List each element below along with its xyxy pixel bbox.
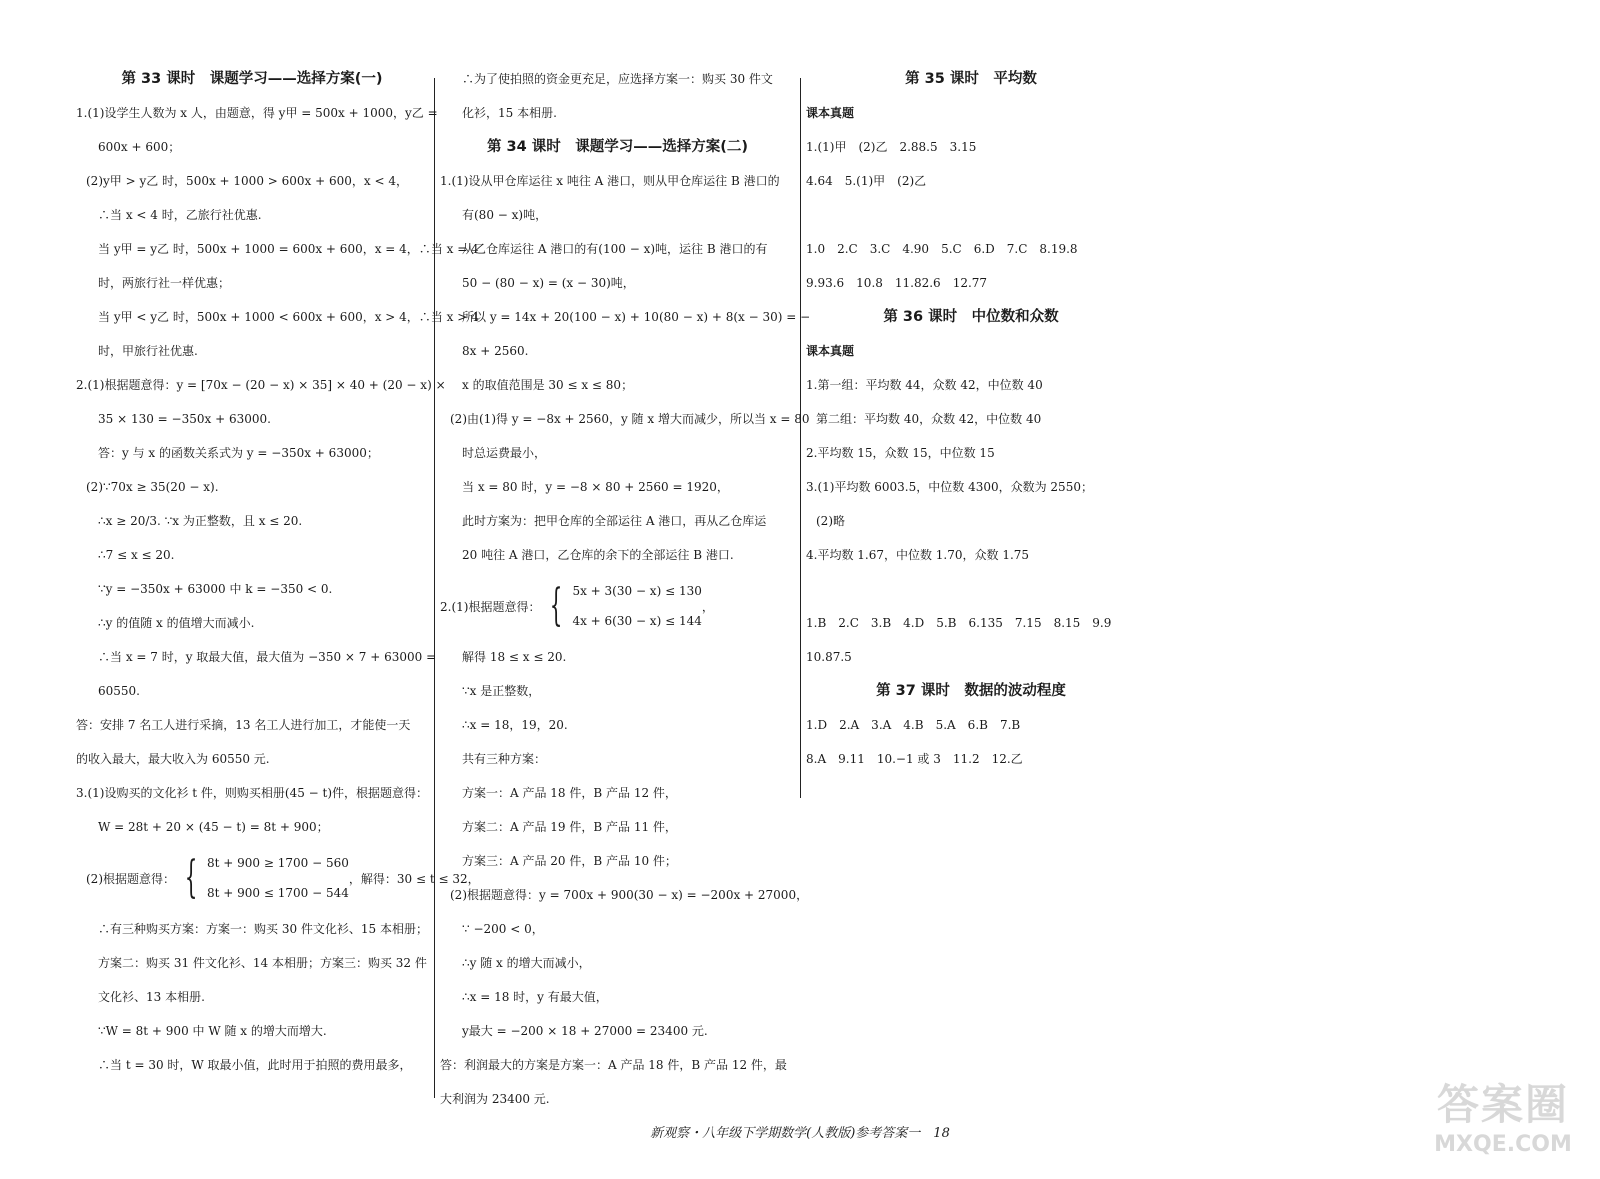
system-equation-2: 8t + 900 ≤ 1700 − 544 bbox=[207, 886, 349, 900]
answer-line: (2)根据题意得：y = 700x + 900(30 − x) = −200x + 27000， bbox=[450, 888, 809, 902]
answer-line: ∴有三种购买方案：方案一：购买 30 件文化衫、15 本相册； bbox=[98, 922, 428, 936]
system-suffix: ， bbox=[701, 599, 714, 614]
answer-line: 大利润为 23400 元. bbox=[440, 1092, 550, 1106]
lesson-36-subheading: 课本真题 bbox=[806, 344, 855, 358]
answer-line: ∴x ≥ 20/3. ∵x 为正整数，且 x ≤ 20. bbox=[98, 514, 303, 528]
answer-line: 方案三：A 产品 20 件，B 产品 10 件； bbox=[462, 854, 677, 868]
system-equation-2: 4x + 6(30 − x) ≤ 144 bbox=[572, 614, 702, 628]
answer-line: 此时方案为：把甲仓库的全部运往 A 港口，再从乙仓库运 bbox=[462, 514, 767, 528]
watermark-logo bbox=[1428, 1079, 1578, 1165]
answer-line: 方案二：A 产品 19 件，B 产品 11 件， bbox=[462, 820, 677, 834]
system-prefix: (2)根据题意得： bbox=[86, 871, 175, 886]
answer-line: 答：y 与 x 的函数关系式为 y = −350x + 63000； bbox=[98, 446, 379, 460]
left-brace-icon: { bbox=[550, 580, 563, 631]
answer-line: (2)∵70x ≥ 35(20 − x). bbox=[86, 480, 219, 494]
answer-line: 方案一：A 产品 18 件，B 产品 12 件， bbox=[462, 786, 677, 800]
answer-line: ∴当 x < 4 时，乙旅行社优惠. bbox=[98, 208, 262, 222]
lesson-35-heading: 第 35 课时 平均数 bbox=[905, 71, 1037, 87]
answer-line: 3.(1)平均数 6003.5，中位数 4300，众数为 2550； bbox=[806, 480, 1093, 494]
answer-line: 第二组：平均数 40，众数 42，中位数 40 bbox=[816, 412, 1042, 426]
answer-line: 当 x = 80 时，y = −8 × 80 + 2560 = 1920， bbox=[462, 480, 729, 494]
answer-line: 50 − (80 − x) = (x − 30)吨， bbox=[462, 276, 635, 290]
answer-line: 1.(1)设学生人数为 x 人，由题意，得 y甲 = 500x + 1000，y乙 = bbox=[76, 106, 438, 120]
answer-line: 1.D 2.A 3.A 4.B 5.A 6.B 7.B bbox=[806, 718, 1021, 732]
answer-line: 当 y甲 < y乙 时，500x + 1000 < 600x + 600，x > 4，∴当 x > 4 bbox=[98, 310, 479, 324]
system-equation-1: 5x + 3(30 − x) ≤ 130 bbox=[572, 584, 702, 598]
answer-line: ∵y = −350x + 63000 中 k = −350 < 0. bbox=[98, 582, 333, 596]
answer-line: x 的取值范围是 30 ≤ x ≤ 80； bbox=[462, 378, 634, 392]
column-lessons-35-37 bbox=[806, 62, 1136, 776]
column-lesson-34 bbox=[440, 62, 811, 1116]
lesson-37-heading: 第 37 课时 数据的波动程度 bbox=[876, 683, 1066, 699]
watermark-url: MXQE.COM bbox=[1434, 1132, 1572, 1157]
answer-line: 所以 y = 14x + 20(100 − x) + 10(80 − x) + 8(x − 30) = − bbox=[462, 310, 811, 324]
answer-line: 2.平均数 15，众数 15，中位数 15 bbox=[806, 446, 995, 460]
answer-line: W = 28t + 20 × (45 − t) = 8t + 900； bbox=[98, 820, 329, 834]
system-suffix: ，解得：30 ≤ t ≤ 32， bbox=[348, 871, 480, 886]
answer-line: ∴7 ≤ x ≤ 20. bbox=[98, 548, 175, 562]
left-brace-icon: { bbox=[184, 852, 198, 903]
answer-line: 4.64 5.(1)甲 (2)乙 bbox=[806, 174, 927, 188]
lesson-33-heading: 第 33 课时 课题学习——选择方案(一) bbox=[121, 71, 383, 87]
answer-line: 共有三种方案： bbox=[462, 752, 547, 766]
answer-line: 1.(1)甲 (2)乙 2.88.5 3.15 bbox=[806, 140, 977, 154]
column-divider-right bbox=[800, 78, 801, 798]
column-lesson-33 bbox=[76, 62, 480, 1082]
answer-line: 1.0 2.C 3.C 4.90 5.C 6.D 7.C 8.19.8 bbox=[806, 242, 1078, 256]
answer-line: 解得 18 ≤ x ≤ 20. bbox=[462, 650, 567, 664]
answer-line: ∵W = 8t + 900 中 W 随 x 的增大而增大. bbox=[98, 1024, 327, 1038]
watermark-logo-text: 答案圈 bbox=[1436, 1080, 1569, 1129]
answer-line: 时，两旅行社一样优惠； bbox=[98, 276, 231, 290]
inequality-system bbox=[76, 844, 480, 912]
answer-line: 方案二：购买 31 件文化衫、14 本相册；方案三：购买 32 件 bbox=[98, 956, 427, 970]
answer-line: 1.(1)设从甲仓库运往 x 吨往 A 港口，则从甲仓库运往 B 港口的 bbox=[440, 174, 780, 188]
inequality-system bbox=[440, 572, 795, 640]
answer-line: 2.(1)根据题意得：y = [70x − (20 − x) × 35] × 40 + (20 − x) × bbox=[76, 378, 446, 392]
answer-line: 600x + 600； bbox=[98, 140, 181, 154]
page-footer: 新观察・八年级下学期数学(人教版)参考答案一 18 bbox=[650, 1126, 950, 1141]
answer-line: 8x + 2560. bbox=[462, 344, 529, 358]
answer-line: 1.B 2.C 3.B 4.D 5.B 6.135 7.15 8.15 9.9 bbox=[806, 616, 1112, 630]
answer-line: 20 吨往 A 港口，乙仓库的余下的全部运往 B 港口. bbox=[462, 548, 734, 562]
answer-line: y最大 = −200 × 18 + 27000 = 23400 元. bbox=[462, 1024, 708, 1038]
answer-line: ∴x = 18，19，20. bbox=[462, 718, 568, 732]
answer-line: 3.(1)设购买的文化衫 t 件，则购买相册(45 − t)件，根据题意得： bbox=[76, 786, 429, 800]
answer-line: 答：利润最大的方案是方案一：A 产品 18 件，B 产品 12 件，最 bbox=[440, 1058, 787, 1072]
answer-line: (2)由(1)得 y = −8x + 2560，y 随 x 增大而减少，所以当 x = 80 bbox=[450, 412, 810, 426]
answer-line: ∴当 t = 30 时，W 取最小值，此时用于拍照的费用最多， bbox=[98, 1058, 412, 1072]
lesson-35-subheading: 课本真题 bbox=[806, 106, 855, 120]
lesson-34-heading: 第 34 课时 课题学习——选择方案(二) bbox=[486, 139, 749, 155]
system-equation-1: 8t + 900 ≥ 1700 − 560 bbox=[207, 856, 349, 870]
answer-line: 9.93.6 10.8 11.82.6 12.77 bbox=[806, 276, 988, 290]
answer-line: ∴当 x = 7 时，y 取最大值，最大值为 −350 × 7 + 63000 = bbox=[98, 650, 437, 664]
answer-line: 的收入最大，最大收入为 60550 元. bbox=[76, 752, 270, 766]
answer-line: 时总运费最小， bbox=[462, 446, 547, 460]
answer-line: 时，甲旅行社优惠. bbox=[98, 344, 198, 358]
answer-line: 文化衫、13 本相册. bbox=[98, 990, 205, 1004]
answer-line: 1.第一组：平均数 44，众数 42，中位数 40 bbox=[806, 378, 1043, 392]
lesson-36-heading: 第 36 课时 中位数和众数 bbox=[883, 309, 1059, 325]
answer-line: (2)y甲 > y乙 时，500x + 1000 > 600x + 600，x < 4， bbox=[86, 174, 408, 188]
answer-line: 10.87.5 bbox=[806, 650, 852, 664]
answer-line: (2)略 bbox=[816, 514, 845, 528]
answer-line: 化衫，15 本相册. bbox=[462, 106, 557, 120]
answer-line: 4.平均数 1.67，中位数 1.70，众数 1.75 bbox=[806, 548, 1030, 562]
answer-line: 从乙仓库运往 A 港口的有(100 − x)吨，运往 B 港口的有 bbox=[462, 242, 768, 256]
answer-line: 35 × 130 = −350x + 63000. bbox=[98, 412, 271, 426]
answer-line: ∵ −200 < 0， bbox=[462, 922, 544, 936]
answer-line: ∴y 随 x 的增大而减小， bbox=[462, 956, 591, 970]
answer-line: 答：安排 7 名工人进行采摘，13 名工人进行加工，才能使一天 bbox=[76, 718, 411, 732]
answer-line: ∵x 是正整数， bbox=[462, 684, 541, 698]
answer-line: 当 y甲 = y乙 时，500x + 1000 = 600x + 600，x = 4，∴当 x = 4 bbox=[98, 242, 479, 256]
answer-line: 60550. bbox=[98, 684, 140, 698]
answer-line: ∴y 的值随 x 的值增大而减小. bbox=[98, 616, 255, 630]
column-divider-left bbox=[434, 78, 435, 1098]
answer-line: ∴x = 18 时，y 有最大值， bbox=[462, 990, 608, 1004]
answer-line: 8.A 9.11 10.−1 或 3 11.2 12.乙 bbox=[806, 752, 1023, 766]
system-prefix: 2.(1)根据题意得： bbox=[440, 599, 541, 614]
answer-line: 有(80 − x)吨， bbox=[462, 208, 548, 222]
answer-line: ∴为了使拍照的资金更充足，应选择方案一：购买 30 件文 bbox=[462, 72, 773, 86]
